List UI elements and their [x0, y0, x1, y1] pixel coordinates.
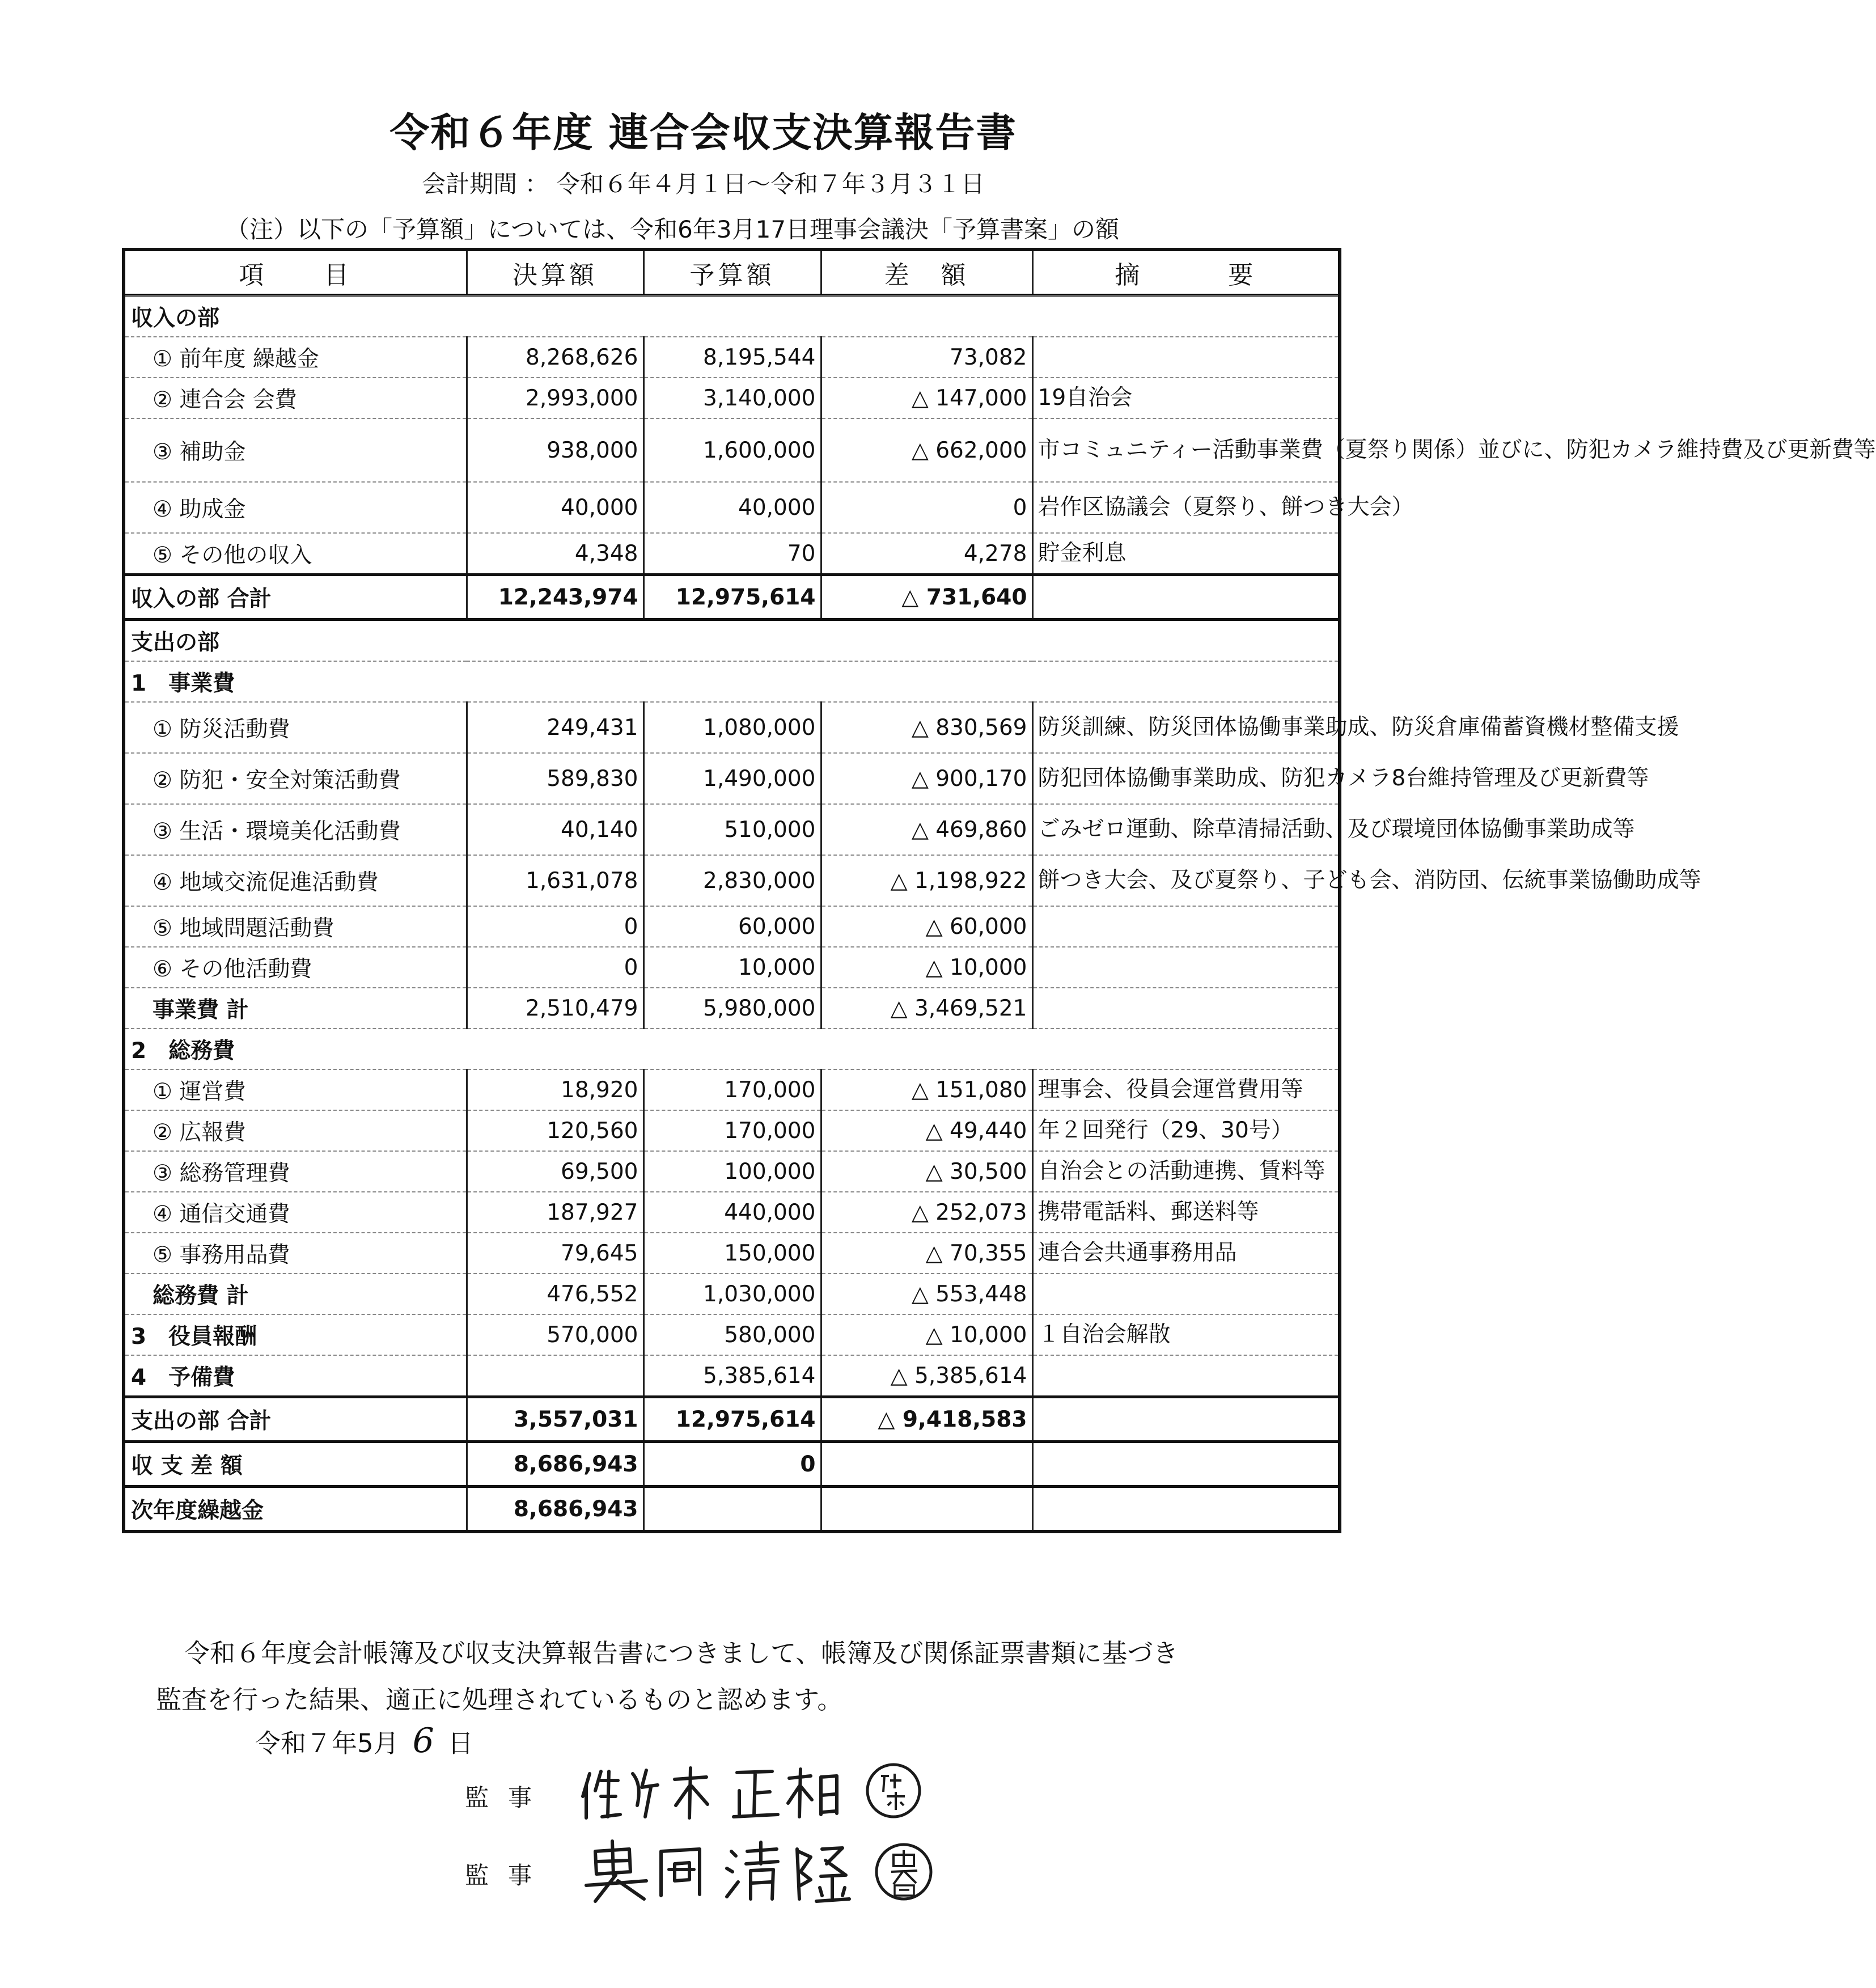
row-item-label: 収入の部	[124, 295, 467, 337]
row-budget-amount: 150,000	[643, 1233, 821, 1274]
row-actual-amount: 8,268,626	[467, 337, 643, 378]
row-remark: 理事会、役員会運営費用等	[1032, 1069, 1340, 1110]
audit-statement-line-2: 監査を行った結果、適正に処理されているものと認めます。	[156, 1685, 843, 1715]
row-remark	[1032, 575, 1340, 620]
row-remark	[1032, 1274, 1340, 1314]
row-item-label: ③ 補助金	[124, 418, 467, 482]
col-header-difference: 差 額	[821, 249, 1032, 295]
auditor-role: 監事	[465, 1862, 552, 1889]
row-difference-amount: △ 147,000	[821, 378, 1032, 418]
row-budget-amount: 510,000	[643, 804, 821, 855]
row-difference-amount	[821, 295, 1032, 337]
row-remark: 防災訓練、防災団体協働事業助成、防災倉庫備蓄資機材整備支援	[1032, 702, 1340, 753]
row-item-label: 2 総務費	[124, 1029, 467, 1069]
table-row	[124, 337, 1340, 378]
row-actual-amount: 79,645	[467, 1233, 643, 1274]
total-row	[124, 1397, 1340, 1442]
table-row	[124, 378, 1340, 418]
audit-date-suffix: 日	[447, 1728, 473, 1758]
table-row	[124, 702, 1340, 753]
row-remark	[1032, 1397, 1340, 1442]
row-remark	[1032, 1487, 1340, 1532]
row-item-label: 総務費 計	[124, 1274, 467, 1314]
row-item-label: 3 役員報酬	[124, 1314, 467, 1355]
row-difference-amount: 73,082	[821, 337, 1032, 378]
row-item-label: ③ 生活・環境美化活動費	[124, 804, 467, 855]
row-difference-amount	[821, 661, 1032, 702]
row-actual-amount: 187,927	[467, 1192, 643, 1233]
row-actual-amount: 3,557,031	[467, 1397, 643, 1442]
row-budget-amount	[643, 295, 821, 337]
row-actual-amount: 589,830	[467, 753, 643, 804]
table-row	[124, 1314, 1340, 1355]
row-difference-amount: 0	[821, 482, 1032, 533]
row-item-label: ② 広報費	[124, 1110, 467, 1151]
total-row	[124, 1487, 1340, 1532]
auditor-1-signature	[578, 1751, 930, 1825]
row-actual-amount: 120,560	[467, 1110, 643, 1151]
row-difference-amount: △ 830,569	[821, 702, 1032, 753]
row-difference-amount: 4,278	[821, 533, 1032, 575]
row-budget-amount	[643, 1487, 821, 1532]
row-budget-amount: 580,000	[643, 1314, 821, 1355]
row-item-label: 事業費 計	[124, 988, 467, 1029]
col-header-actual: 決算額	[467, 249, 643, 295]
table-row	[124, 906, 1340, 947]
row-actual-amount: 12,243,974	[467, 575, 643, 620]
row-remark: 貯金利息	[1032, 533, 1340, 575]
row-item-label: ① 運営費	[124, 1069, 467, 1110]
seal-1-icon	[867, 1765, 920, 1817]
table-body	[124, 295, 1876, 1532]
row-budget-amount: 1,490,000	[643, 753, 821, 804]
row-remark	[1032, 661, 1340, 702]
row-remark: 年２回発行（29、30号）	[1032, 1110, 1340, 1151]
row-item-label: ④ 地域交流促進活動費	[124, 855, 467, 906]
table-row	[124, 855, 1340, 906]
row-budget-amount: 5,385,614	[643, 1355, 821, 1397]
row-item-label: ④ 助成金	[124, 482, 467, 533]
row-remark: 連合会共通事務用品	[1032, 1233, 1340, 1274]
row-budget-amount: 12,975,614	[643, 1397, 821, 1442]
row-item-label: ① 前年度 繰越金	[124, 337, 467, 378]
row-actual-amount	[467, 1355, 643, 1397]
total-row	[124, 1442, 1340, 1487]
row-item-label: 収 支 差 額	[124, 1442, 467, 1487]
row-difference-amount: △ 662,000	[821, 418, 1032, 482]
row-difference-amount: △ 252,073	[821, 1192, 1032, 1233]
table-row	[124, 533, 1340, 575]
settlement-table	[122, 248, 1876, 1533]
table-row	[124, 1233, 1340, 1274]
row-remark: 携帯電話料、郵送料等	[1032, 1192, 1340, 1233]
row-remark	[1032, 906, 1340, 947]
row-budget-amount: 5,980,000	[643, 988, 821, 1029]
row-budget-amount: 170,000	[643, 1069, 821, 1110]
seal-2-icon	[876, 1845, 931, 1899]
col-header-remarks: 摘 要	[1032, 249, 1340, 295]
audit-date	[255, 1721, 473, 1761]
row-budget-amount: 2,830,000	[643, 855, 821, 906]
row-difference-amount: △ 9,418,583	[821, 1397, 1032, 1442]
row-actual-amount: 570,000	[467, 1314, 643, 1355]
row-item-label: ④ 通信交通費	[124, 1192, 467, 1233]
row-actual-amount: 476,552	[467, 1274, 643, 1314]
row-budget-amount: 12,975,614	[643, 575, 821, 620]
row-difference-amount: △ 900,170	[821, 753, 1032, 804]
row-item-label: ⑤ 事務用品費	[124, 1233, 467, 1274]
row-actual-amount	[467, 1029, 643, 1069]
row-difference-amount: △ 10,000	[821, 1314, 1032, 1355]
table-row	[124, 988, 1340, 1029]
table-row	[124, 1274, 1340, 1314]
row-remark	[1032, 988, 1340, 1029]
table-row	[124, 1110, 1340, 1151]
audit-date-prefix: 令和７年5月	[255, 1728, 399, 1758]
row-remark: 餅つき大会、及び夏祭り、子ども会、消防団、伝統事業協働助成等	[1032, 855, 1340, 906]
row-item-label: 収入の部 合計	[124, 575, 467, 620]
auditor-2-label	[465, 1857, 551, 1891]
auditor-1-label	[465, 1779, 551, 1813]
section-row	[124, 1029, 1340, 1069]
audit-statement-line-1: 令和６年度会計帳簿及び収支決算報告書につきまして、帳簿及び関係証票書類に基づき	[184, 1638, 1179, 1668]
row-budget-amount: 1,030,000	[643, 1274, 821, 1314]
row-actual-amount: 8,686,943	[467, 1487, 643, 1532]
row-item-label: 支出の部	[124, 620, 467, 662]
row-actual-amount: 0	[467, 906, 643, 947]
row-remark	[1032, 620, 1340, 662]
row-item-label: ① 防災活動費	[124, 702, 467, 753]
row-budget-amount: 440,000	[643, 1192, 821, 1233]
row-budget-amount: 10,000	[643, 947, 821, 988]
row-difference-amount: △ 10,000	[821, 947, 1032, 988]
table-header-row	[124, 249, 1340, 295]
row-difference-amount: △ 151,080	[821, 1069, 1032, 1110]
row-item-label: ⑤ 地域問題活動費	[124, 906, 467, 947]
row-remark: 市コミュニティー活動事業費（夏祭り関係）並びに、防犯カメラ維持費及び更新費等	[1032, 418, 1340, 482]
row-actual-amount: 8,686,943	[467, 1442, 643, 1487]
section-row	[124, 295, 1340, 337]
row-item-label: 支出の部 合計	[124, 1397, 467, 1442]
row-budget-amount: 0	[643, 1442, 821, 1487]
row-difference-amount: △ 30,500	[821, 1151, 1032, 1192]
table-row	[124, 1192, 1340, 1233]
row-budget-amount	[643, 1029, 821, 1069]
row-budget-amount: 60,000	[643, 906, 821, 947]
row-difference-amount: △ 60,000	[821, 906, 1032, 947]
table-row	[124, 804, 1340, 855]
row-remark	[1032, 1442, 1340, 1487]
row-remark: ごみゼロ運動、除草清掃活動、及び環境団体協働事業助成等	[1032, 804, 1340, 855]
row-actual-amount: 1,631,078	[467, 855, 643, 906]
row-difference-amount: △ 553,448	[821, 1274, 1032, 1314]
row-difference-amount	[821, 1029, 1032, 1069]
row-difference-amount: △ 469,860	[821, 804, 1032, 855]
row-remark: 自治会との活動連携、賃料等	[1032, 1151, 1340, 1192]
row-budget-amount: 8,195,544	[643, 337, 821, 378]
row-budget-amount: 100,000	[643, 1151, 821, 1192]
total-row	[124, 575, 1340, 620]
row-difference-amount	[821, 620, 1032, 662]
row-remark	[1032, 1355, 1340, 1397]
row-budget-amount: 40,000	[643, 482, 821, 533]
row-budget-amount	[643, 620, 821, 662]
row-item-label: ⑤ その他の収入	[124, 533, 467, 575]
row-actual-amount: 249,431	[467, 702, 643, 753]
row-remark	[1032, 1029, 1340, 1069]
section-row	[124, 661, 1340, 702]
table-row	[124, 947, 1340, 988]
row-difference-amount	[821, 1487, 1032, 1532]
row-budget-amount: 1,600,000	[643, 418, 821, 482]
row-budget-amount: 70	[643, 533, 821, 575]
row-difference-amount: △ 1,198,922	[821, 855, 1032, 906]
table-row	[124, 753, 1340, 804]
row-actual-amount	[467, 620, 643, 662]
row-budget-amount: 3,140,000	[643, 378, 821, 418]
row-budget-amount: 1,080,000	[643, 702, 821, 753]
table-row	[124, 1069, 1340, 1110]
row-difference-amount: △ 731,640	[821, 575, 1032, 620]
row-actual-amount: 2,993,000	[467, 378, 643, 418]
row-item-label: 4 予備費	[124, 1355, 467, 1397]
accounting-period: 会計期間 ： 令和６年４月１日～令和７年３月３１日	[422, 170, 985, 198]
row-item-label: 次年度繰越金	[124, 1487, 467, 1532]
auditor-2-signature	[578, 1829, 941, 1908]
row-item-label: 1 事業費	[124, 661, 467, 702]
page-title: 令和６年度 連合会収支決算報告書	[389, 109, 1017, 156]
col-header-item: 項 目	[124, 249, 467, 295]
table-row	[124, 482, 1340, 533]
row-actual-amount: 40,000	[467, 482, 643, 533]
row-actual-amount: 4,348	[467, 533, 643, 575]
row-actual-amount: 2,510,479	[467, 988, 643, 1029]
audit-date-day: 6	[412, 1721, 434, 1761]
row-actual-amount: 938,000	[467, 418, 643, 482]
row-remark	[1032, 947, 1340, 988]
row-remark: 19自治会	[1032, 378, 1340, 418]
col-header-budget: 予算額	[643, 249, 821, 295]
table-row	[124, 418, 1340, 482]
row-remark: １自治会解散	[1032, 1314, 1340, 1355]
row-item-label: ② 連合会 会費	[124, 378, 467, 418]
row-budget-amount: 170,000	[643, 1110, 821, 1151]
section-row	[124, 620, 1340, 662]
auditor-role: 監事	[465, 1784, 552, 1812]
row-actual-amount: 69,500	[467, 1151, 643, 1192]
row-difference-amount: △ 70,355	[821, 1233, 1032, 1274]
table-row	[124, 1355, 1340, 1397]
row-difference-amount: △ 49,440	[821, 1110, 1032, 1151]
row-item-label: ② 防犯・安全対策活動費	[124, 753, 467, 804]
row-remark	[1032, 337, 1340, 378]
row-remark: 防犯団体協働事業助成、防犯カメラ8台維持管理及び更新費等	[1032, 753, 1340, 804]
row-remark: 岩作区協議会（夏祭り、餅つき大会）	[1032, 482, 1340, 533]
row-actual-amount: 40,140	[467, 804, 643, 855]
row-difference-amount: △ 5,385,614	[821, 1355, 1032, 1397]
row-item-label: ⑥ その他活動費	[124, 947, 467, 988]
row-actual-amount	[467, 661, 643, 702]
row-difference-amount: △ 3,469,521	[821, 988, 1032, 1029]
table-row	[124, 1151, 1340, 1192]
row-remark	[1032, 295, 1340, 337]
row-difference-amount	[821, 1442, 1032, 1487]
row-actual-amount	[467, 295, 643, 337]
row-actual-amount: 0	[467, 947, 643, 988]
row-budget-amount	[643, 661, 821, 702]
row-actual-amount: 18,920	[467, 1069, 643, 1110]
budget-note: （注）以下の「予算額」については、令和6年3月17日理事会議決「予算書案」の額	[226, 215, 1120, 243]
row-item-label: ③ 総務管理費	[124, 1151, 467, 1192]
